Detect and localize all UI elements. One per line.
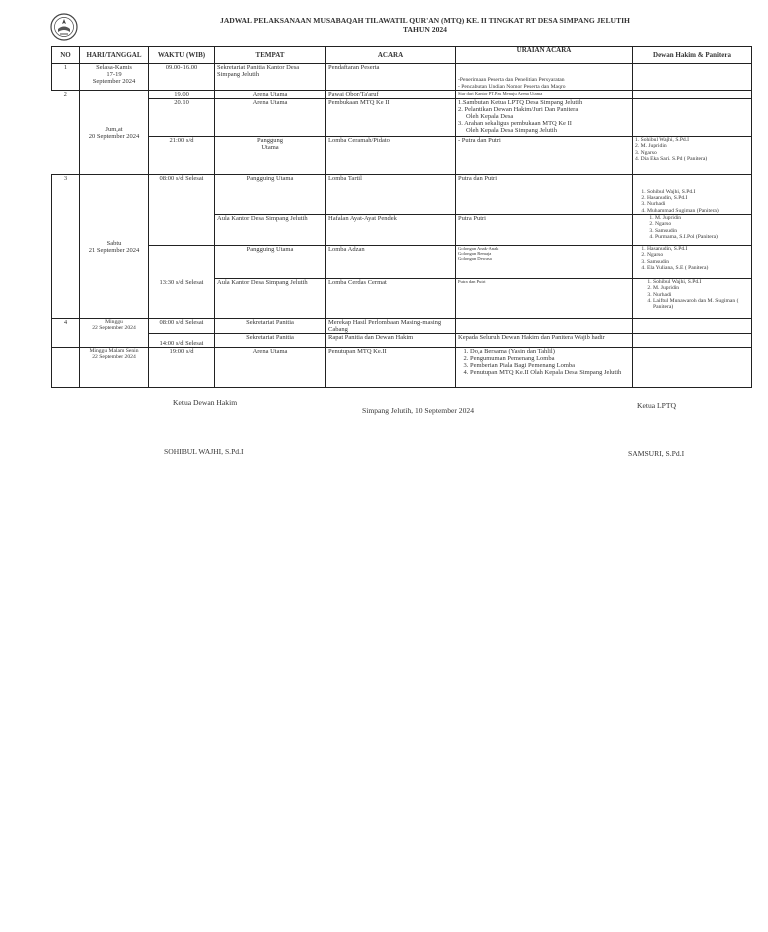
row-date: Jum,at 20 September 2024 [80,91,149,175]
row-judges [633,91,752,99]
row-time: 21:00 s/d [149,137,215,175]
row-judges [633,334,752,348]
row-event: Merekap Hasil Perlombaan Masing-masing Cabang [326,319,456,334]
table-row [52,334,752,348]
row-date: Minggu Malam Senin 22 September 2024 [80,348,149,388]
row-detail: Putra dan Putri [456,279,633,319]
table-row [52,246,752,279]
row-event: Lomba Ceramah/Pidato [326,137,456,175]
table-row [52,91,752,99]
row-place: Arena Utama [215,91,326,99]
row-event: Lomba Cerdas Cermat [326,279,456,319]
row-time: 20.10 [149,99,215,137]
table-row [52,137,752,175]
row-detail: 1.Sambutan Ketua LPTQ Desa Simpang Jelutih 2. Pelantikan Dewan Hakim/Juri Dan Panitera Oleh Kepala Desa 3. Arahan sekaligus pembukaan MTQ Ke II Oleh Kepala Desa Simpang Jelutih [456,99,633,137]
table-row [52,64,752,91]
row-event: Pawai Obor/Ta'aruf [326,91,456,99]
row-event: Penutupan MTQ Ke.II [326,348,456,388]
right-signature-name: SAMSURI, S.Pd.I [628,449,685,458]
row-event: Pendaftaran Peserta [326,64,456,91]
row-time: 14:00 s/d Selesai [149,334,215,348]
row-judges [633,348,752,388]
row-time: 13:30 s/d Selesai [149,246,215,319]
row-place: Sekretariat Panitia [215,319,326,334]
row-date: Selasa-Kamis 17-19 September 2024 [80,64,149,91]
col-header-tempat: TEMPAT [215,47,326,64]
row-judges [633,64,752,91]
row-detail [456,319,633,334]
row-time: 09.00-16.00 [149,64,215,91]
row-judges: 1. Sohibul Wajhi, S.Pd.I 2. M. Jupridin 3. Ngarso 4. Dia Eka Sari. S.Pd ( Panitera) [633,137,752,175]
row-no: 1 [52,64,80,91]
right-signature-title: Ketua LPTQ [637,401,677,410]
row-place: Sekretariat Panitia Kantor Desa Simpang Jelutih [215,64,326,91]
row-judges [633,319,752,334]
col-header-hari: HARI/TANGGAL [80,47,149,64]
row-date: Sabtu 21 September 2024 [80,175,149,319]
row-judges: 1. Sohibul Wajhi, S.Pd.I 2. M. Jupridin 3. Nurhadi 4. Laiftul Munawaroh dan M. Sugiman ( Panitera) [633,279,752,319]
row-place: Arena Utama [215,348,326,388]
left-signature-title: Ketua Dewan Hakim [173,398,238,407]
row-event: Pembukaan MTQ Ke II [326,99,456,137]
row-judges: 1. Hasanudin, S.Pd.I 2. Ngarso 3. Samsudin 4. Ela Yuliana, S.E ( Panitera) [633,246,752,279]
row-judges: 1. Sohibul Wajhi, S.Pd.I 2. Hasanudin, S.Pd.I 3. Nurhadi 4. Muhammad Sugiman (Panitera) [633,175,752,215]
row-detail: Kepada Seluruh Dewan Hakim dan Panitera Wajib hadir [456,334,633,348]
row-event: Lomba Adzan [326,246,456,279]
row-detail: Golongan Anak-Anak Golongan Remaja Golongan Dewasa [456,246,633,279]
table-row [52,319,752,334]
row-place: Pangguing Utama [215,175,326,215]
schedule-table [51,46,752,388]
title-line-1: JADWAL PELAKSANAAN MUSABAQAH TILAWATIL QUR'AN (MTQ) KE. II TINGKAT RT DESA SIMPANG JELUTIH [220,16,630,25]
row-detail: -Penerimaan Peserta dan Penelitian Persyaratan - Pencabutan Undian Nomor Peserta dan Maqro [456,64,633,91]
row-event: Rapat Panitia dan Dewan Hakim [326,334,456,348]
row-no: 4 [52,319,80,348]
col-header-uraian: URAIAN ACARA [456,47,633,64]
row-no: 3 [52,175,80,319]
row-time: 19.00 [149,91,215,99]
left-signature-name: SOHIBUL WAJHI, S.Pd.I [164,447,244,456]
table-row [52,99,752,137]
row-place: Pangguing Utama [215,246,326,279]
row-no [52,348,80,388]
row-detail: 1. Do,a Bersama (Yasin dan Tahlil) 2. Pengumuman Pemenang Lomba 3. Pemberian Piala Bagi Pemenang Lomba 4. Penutupan MTQ Ke.II Olah Kepala Desa Simpang Jelutih [456,348,633,388]
table-row [52,348,752,388]
row-event: Hafalan Ayat-Ayat Pendek [326,215,456,246]
row-time: 08:00 s/d Selesai [149,319,215,334]
document-date: Simpang Jelutih, 10 September 2024 [362,406,474,415]
row-judges [633,99,752,137]
lptq-emblem-icon [49,12,79,42]
row-date: Minggu 22 September 2024 [80,319,149,348]
row-no: 2 [52,91,80,175]
col-header-no: NO [52,47,80,64]
table-row [52,175,752,215]
col-header-acara: ACARA [326,47,456,64]
document-title [110,16,740,34]
row-detail: Star dari Kantor PT.Pas Menuju Arena Utama [456,91,633,99]
row-time: 08:00 s/d Selesai [149,175,215,246]
row-place: Aula Kantor Desa Simpang Jelutih [215,279,326,319]
row-judges: 1. M. Jupridin 2. Ngarso 3. Samsudin 4. Purmama, S.I.Pol (Panitera) [633,215,752,246]
row-place: Arena Utama [215,99,326,137]
row-detail: Putra Putri [456,215,633,246]
row-detail: - Putra dan Putri [456,137,633,175]
row-place: Aula Kantor Desa Simpang Jelutih [215,215,326,246]
row-time: 19:00 s/d [149,348,215,388]
col-header-dewan: Dewan Hakim & Panitera [633,47,752,64]
col-header-waktu: WAKTU (WIB) [149,47,215,64]
title-line-2: TAHUN 2024 [403,25,447,34]
row-place: Panggung Utama [215,137,326,175]
row-detail: Putra dan Putri [456,175,633,215]
row-event: Lomba Tartil [326,175,456,215]
row-place: Sekretariat Panitia [215,334,326,348]
table-header-row [52,47,752,64]
